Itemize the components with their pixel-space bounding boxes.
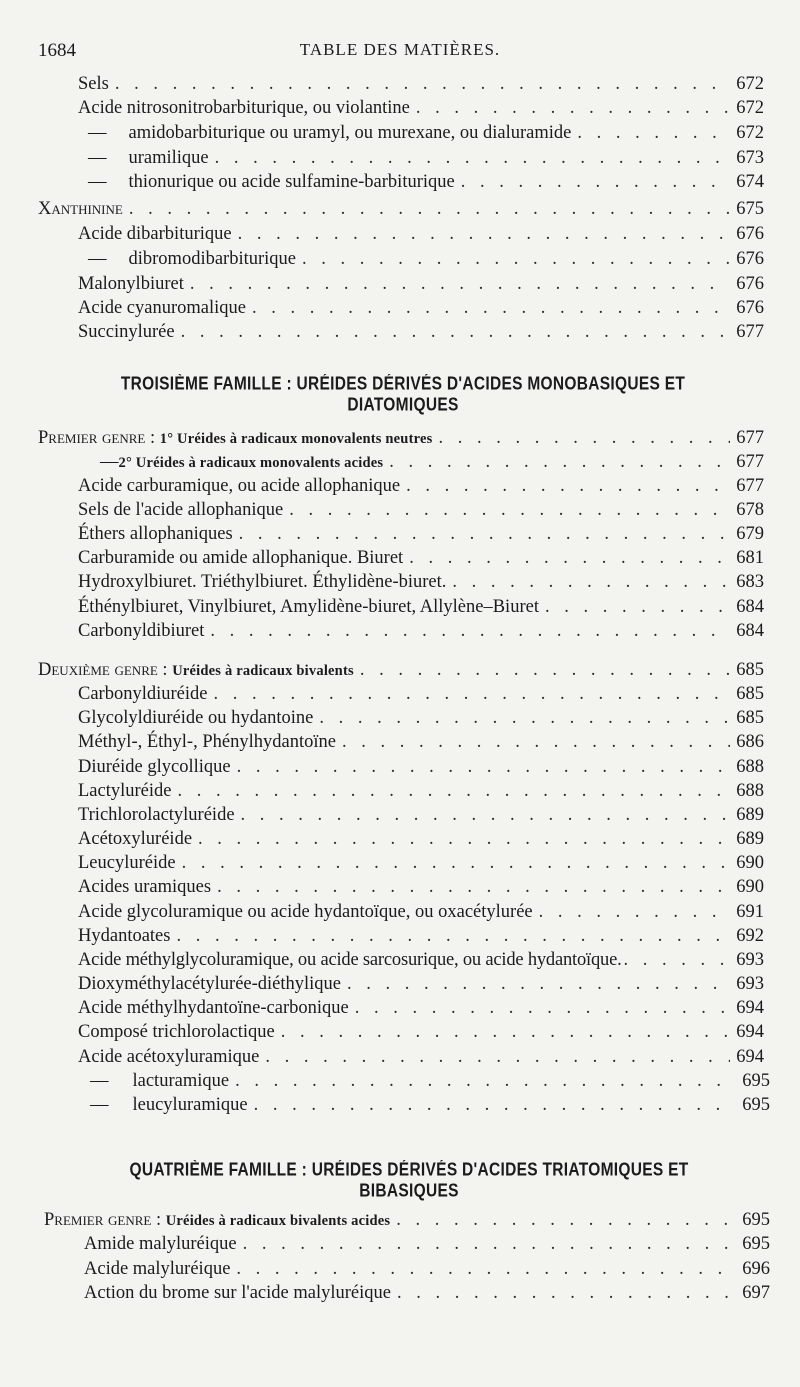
- toc-entry: Trichlorolactyluréide . . . 689: [78, 803, 764, 827]
- toc-genre: — 2° Uréides à radicaux monovalents acides . . . 677: [100, 450, 764, 474]
- toc-entry: Éthers allophaniques . . . 679: [78, 522, 764, 546]
- toc-entry: Sels . . . 672: [78, 72, 764, 96]
- toc-entry: — uramilique . . . 673: [88, 146, 764, 170]
- toc-entry: Acide dibarbiturique . . . 676: [78, 222, 764, 246]
- toc-entry: Acide carburamique, ou acide allophanique . . . 677: [78, 474, 764, 498]
- toc-entry: Éthénylbiuret, Vinylbiuret, Amylidène-biuret, Allylène–Biuret . . . 684: [78, 595, 764, 619]
- toc-entry: — leucyluramique . . . 695: [90, 1093, 770, 1117]
- toc-entry: — dibromodibarbiturique . . . 676: [88, 247, 764, 271]
- toc-genre: Premier genre : Uréides à radicaux bivalents acides . . . 695: [44, 1208, 770, 1232]
- toc-entry: — thionurique ou acide sulfamine-barbiturique . . . 674: [88, 170, 764, 194]
- toc-entry: Acide méthylglycoluramique, ou acide sarcosurique, ou acide hydantoïque. . . . 693: [78, 948, 764, 972]
- toc-genre: Deuxième genre : Uréides à radicaux bivalents . . . 685: [38, 658, 764, 682]
- toc-entry: Acide nitrosonitrobarbiturique, ou violantine . . . 672: [78, 96, 764, 120]
- toc-entry: Succinylurée . . . 677: [78, 320, 764, 344]
- running-title: TABLE DES MATIÈRES.: [299, 40, 501, 59]
- toc-entry: — lacturamique . . . 695: [90, 1069, 770, 1093]
- toc-entry: Malonylbiuret . . . 676: [78, 272, 764, 296]
- toc-entry: Leucyluréide . . . 690: [78, 851, 764, 875]
- toc-entry: Acide méthylhydantoïne-carbonique . . . 694: [78, 996, 764, 1020]
- toc-entry: Acide malyluréique . . . 696: [84, 1257, 770, 1281]
- toc-entry: Acides uramiques . . . 690: [78, 875, 764, 899]
- toc-genre: Premier genre : 1° Uréides à radicaux monovalents neutres . . . 677: [38, 426, 764, 450]
- toc-entry: Carbonyldibiuret . . . 684: [78, 619, 764, 643]
- toc-entry: Hydantoates . . . 692: [78, 924, 764, 948]
- toc-entry: Acétoxyluréide . . . 689: [78, 827, 764, 851]
- toc-entry: Carburamide ou amide allophanique. Biuret . . . 681: [78, 546, 764, 570]
- toc-entry: Acide acétoxyluramique . . . 694: [78, 1045, 764, 1069]
- toc-entry: Action du brome sur l'acide malyluréique . . . 697: [84, 1281, 770, 1305]
- toc-entry: Amide malyluréique . . . 695: [84, 1232, 770, 1256]
- toc-entry: Composé trichlorolactique . . . 694: [78, 1020, 764, 1044]
- toc-entry: — amidobarbiturique ou uramyl, ou murexane, ou dialuramide . . . 672: [88, 121, 764, 145]
- toc-entry: Glycolyldiuréide ou hydantoine . . . 685: [78, 706, 764, 730]
- toc-heading: Xanthinine . . . 675: [38, 197, 764, 221]
- page-header: [38, 40, 762, 68]
- toc-entry: Lactyluréide . . . 688: [78, 779, 764, 803]
- section-title-third-family: TROISIÈME FAMILLE : URÉIDES DÉRIVÉS D'ACIDES MONOBASIQUES ET DIATOMIQUES: [120, 374, 686, 416]
- section-title-fourth-family: QUATRIÈME FAMILLE : URÉIDES DÉRIVÉS D'ACIDES TRIATOMIQUES ET BIBASIQUES: [129, 1160, 689, 1202]
- toc-entry: Carbonyldiuréide . . . 685: [78, 682, 764, 706]
- page-number: 1684: [38, 40, 76, 61]
- toc-entry: Hydroxylbiuret. Triéthylbiuret. Éthylidène-biuret. . . . 683: [78, 570, 764, 594]
- toc-entry: Dioxyméthylacétylurée-diéthylique . . . 693: [78, 972, 764, 996]
- toc-entry: Méthyl-, Éthyl-, Phénylhydantoïne . . . 686: [78, 730, 764, 754]
- toc-entry: Sels de l'acide allophanique . . . 678: [78, 498, 764, 522]
- toc-entry: Acide glycoluramique ou acide hydantoïque, ou oxacétylurée . . . 691: [78, 900, 764, 924]
- toc-entry: Diuréide glycollique . . . 688: [78, 755, 764, 779]
- toc-entry: Acide cyanuromalique . . . 676: [78, 296, 764, 320]
